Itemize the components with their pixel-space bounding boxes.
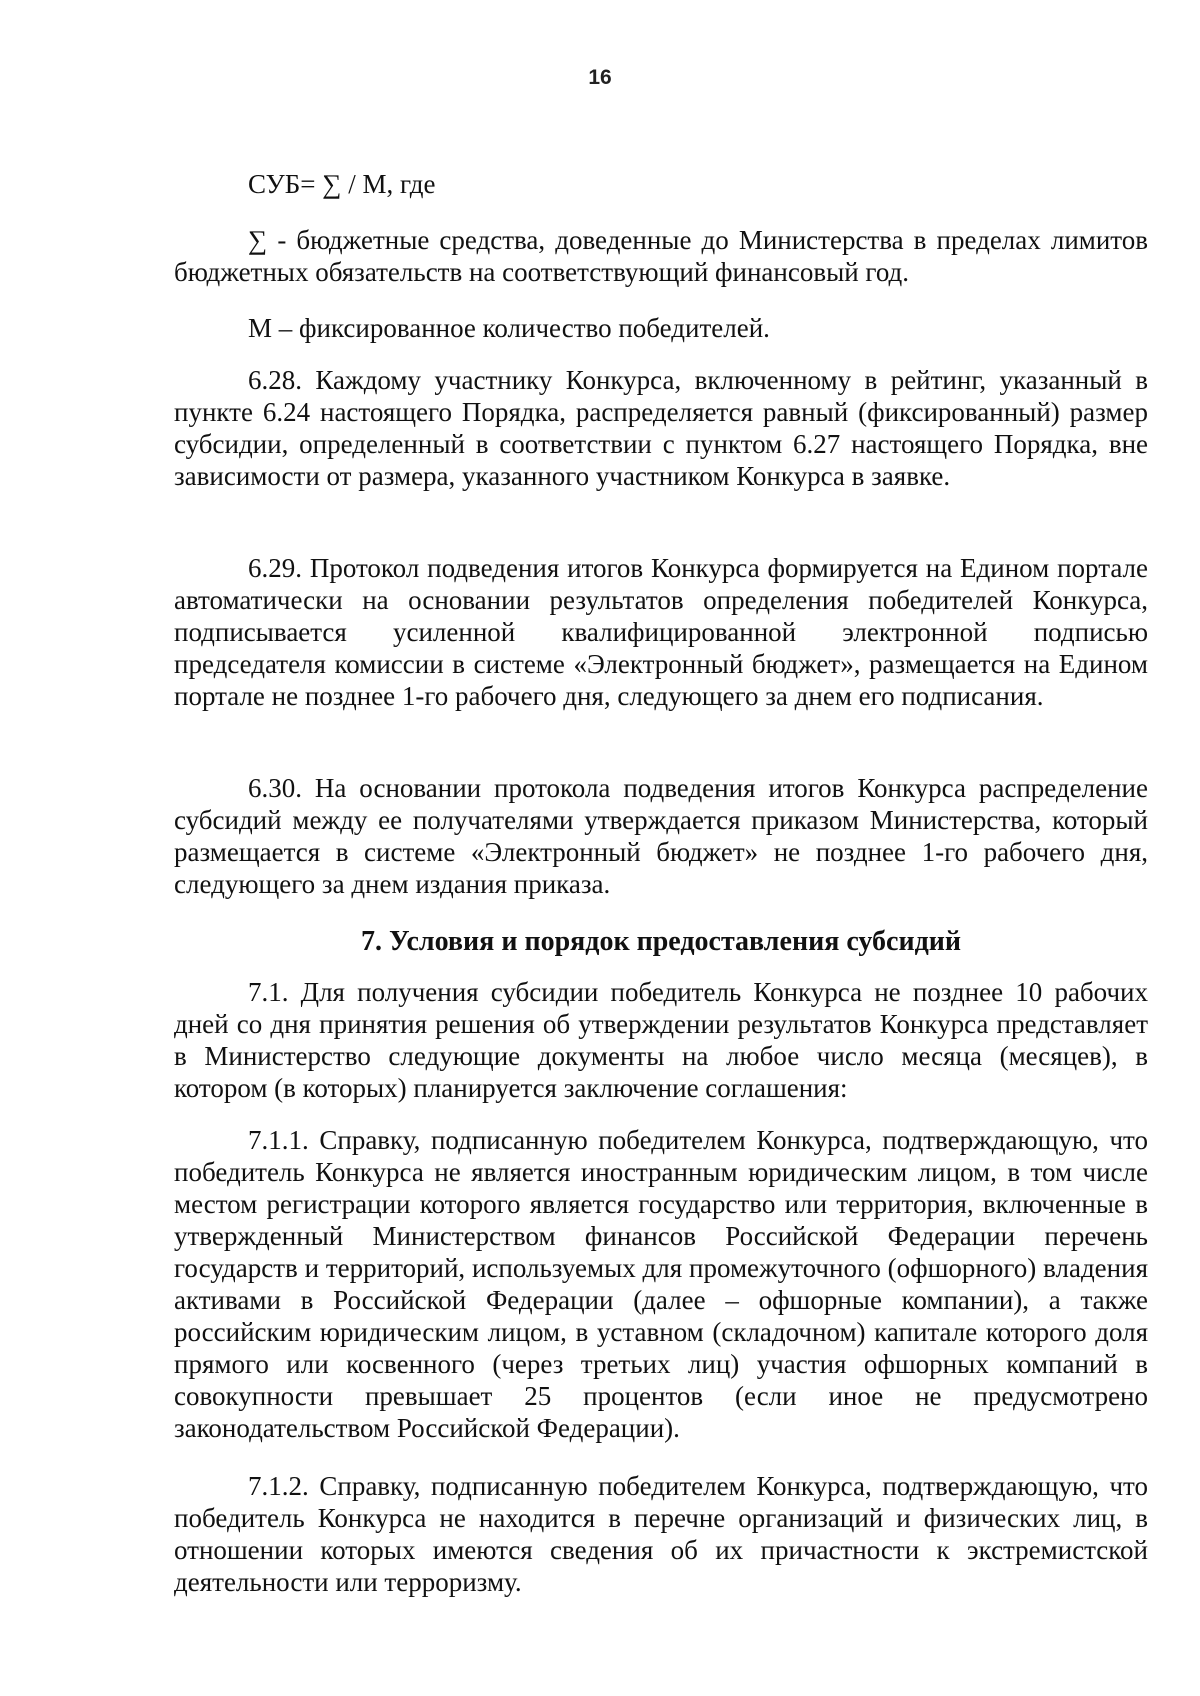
paragraph-6-28: 6.28. Каждому участнику Конкурса, включенному в рейтинг, указанный в пункте 6.24 настоящего Порядка, распределяется равный (фиксированный) размер субсидии, определенный в соответствии с пунктом 6.27 настоящего Порядка, вне зависимости от размера, указанного участником Конкурса в заявке.	[174, 365, 1148, 491]
paragraph-6-29: 6.29. Протокол подведения итогов Конкурса формируется на Едином портале автоматически на основании результатов определения победителей Конкурса, подписывается усиленной квалифицированной электронной подписью председателя комиссии в системе «Электронный бюджет», размещается на Едином портале не позднее 1-го рабочего дня, следующего за днем его подписания.	[174, 553, 1148, 711]
section-7-heading-block	[174, 926, 1148, 958]
paragraph-6-30: 6.30. На основании протокола подведения итогов Конкурса распределение субсидий между ее получателями утверждается приказом Министерства, который размещается в системе «Электронный бюджет» не позднее 1-го рабочего дня, следующего за днем издания приказа.	[174, 773, 1148, 899]
sum-definition-block	[174, 224, 1148, 288]
formula-line: СУБ= ∑ / М, где	[248, 169, 436, 199]
m-definition: М – фиксированное количество победителей.	[248, 313, 770, 343]
paragraph-7-1-block	[174, 976, 1148, 1104]
paragraph-7-1: 7.1. Для получения субсидии победитель Конкурса не позднее 10 рабочих дней со дня принятия решения об утверждении результатов Конкурса представляет в Министерство следующие документы на любое число месяца (месяцев), в котором (в которых) планируется заключение соглашения:	[174, 977, 1148, 1103]
m-definition-block	[174, 312, 1148, 344]
paragraph-6-29-block	[174, 552, 1148, 712]
paragraph-7-1-2-block	[174, 1470, 1148, 1598]
paragraph-7-1-1-block	[174, 1124, 1148, 1444]
sum-definition: ∑ - бюджетные средства, доведенные до Министерства в пределах лимитов бюджетных обязательств на соответствующий финансовый год.	[174, 225, 1148, 287]
paragraph-6-28-block	[174, 364, 1148, 492]
paragraph-6-30-block	[174, 772, 1148, 900]
page-number: 16	[588, 66, 612, 89]
paragraph-7-1-2: 7.1.2. Справку, подписанную победителем Конкурса, подтверждающую, что победитель Конкурса не находится в перечне организаций и физических лиц, в отношении которых имеются сведения об их причастности к экстремистской деятельности или терроризму.	[174, 1471, 1148, 1597]
formula-block	[174, 168, 1148, 200]
paragraph-7-1-1: 7.1.1. Справку, подписанную победителем Конкурса, подтверждающую, что победитель Конкурса не является иностранным юридическим лицом, в том числе местом регистрации которого является государство или территория, включенные в утвержденный Министерством финансов Российской Федерации перечень государств и территорий, используемых для промежуточного (офшорного) владения активами в Российской Федерации (далее – офшорные компании), а также российским юридическим лицом, в уставном (складочном) капитале которого доля прямого или косвенного (через третьих лиц) участия офшорных компаний в совокупности превышает 25 процентов (если иное не предусмотрено законодательством Российской Федерации).	[174, 1125, 1148, 1443]
section-7-heading: 7. Условия и порядок предоставления субсидий	[360, 926, 962, 957]
